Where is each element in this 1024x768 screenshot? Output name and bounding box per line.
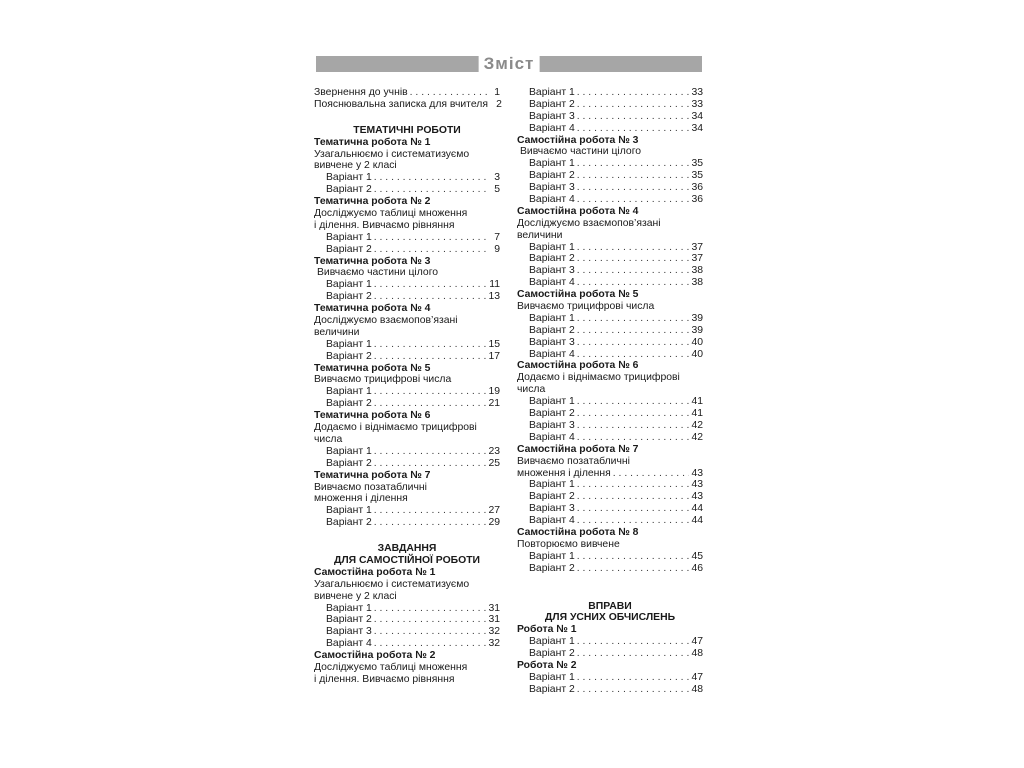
toc-entry-label: Варіант 1 xyxy=(529,158,575,170)
leader-dots xyxy=(575,420,690,432)
work-description: вивчене у 2 класі xyxy=(314,590,397,602)
toc-entry[interactable] xyxy=(517,123,703,135)
toc-entry-label: Варіант 4 xyxy=(529,348,575,360)
toc-entry-label: Варіант 4 xyxy=(529,431,575,443)
work-heading: Тематична робота № 7 xyxy=(314,469,431,481)
leader-dots xyxy=(575,491,690,503)
toc-entry-label: Пояснювальна записка для вчителя xyxy=(314,98,488,110)
leader-dots xyxy=(575,182,690,194)
toc-entry-page: 13 xyxy=(488,291,500,303)
toc-entry-label: Варіант 3 xyxy=(326,626,372,638)
leader-dots xyxy=(372,614,487,626)
toc-entry-label: Варіант 2 xyxy=(529,408,575,420)
leader-dots xyxy=(575,265,690,277)
toc-entry-page: 39 xyxy=(691,312,703,324)
toc-entry[interactable] xyxy=(517,515,703,527)
work-description: числа xyxy=(517,384,546,396)
toc-entry-label: Варіант 1 xyxy=(529,479,575,491)
work-description: величини xyxy=(314,326,360,338)
leader-dots xyxy=(372,626,487,638)
leader-dots xyxy=(575,337,690,349)
leader-dots xyxy=(372,184,488,196)
work-description: Досліджуємо взаємопов’язані xyxy=(517,217,661,229)
toc-entry[interactable] xyxy=(314,638,500,650)
toc-entry-page: 5 xyxy=(494,184,500,196)
toc-entry[interactable] xyxy=(517,479,703,491)
work-description: і ділення. Вивчаємо рівняння xyxy=(314,219,455,231)
toc-entry-label: Варіант 3 xyxy=(529,110,575,122)
toc-entry-page: 19 xyxy=(488,386,500,398)
toc-entry[interactable] xyxy=(314,398,500,410)
leader-dots xyxy=(611,468,690,480)
toc-entry[interactable] xyxy=(314,517,500,529)
toc-entry[interactable] xyxy=(517,648,703,660)
toc-entry-page: 7 xyxy=(494,231,500,243)
toc-entry-page: 23 xyxy=(488,445,500,457)
toc-entry-label: Варіант 3 xyxy=(529,419,575,431)
toc-entry-page: 45 xyxy=(691,550,703,562)
leader-dots xyxy=(408,87,488,99)
section-heading: ВПРАВИ xyxy=(588,600,632,612)
toc-entry[interactable] xyxy=(517,325,703,337)
leader-dots xyxy=(372,172,488,184)
toc-entry-label: Варіант 2 xyxy=(326,398,372,410)
leader-dots xyxy=(372,398,487,410)
toc-entry-page: 37 xyxy=(691,241,703,253)
leader-dots xyxy=(575,515,690,527)
toc-entry-page: 47 xyxy=(691,636,703,648)
toc-entry-label: Варіант 1 xyxy=(326,231,372,243)
toc-entry-page: 36 xyxy=(691,194,703,206)
section-heading: ЗАВДАННЯ xyxy=(377,543,437,555)
work-description: Вивчаємо частини цілого xyxy=(520,146,642,158)
title-bar xyxy=(316,56,702,72)
toc-entry[interactable] xyxy=(314,446,500,458)
toc-entry[interactable] xyxy=(517,265,703,277)
toc-entry-label: Варіант 4 xyxy=(529,194,575,206)
toc-entry[interactable] xyxy=(314,603,500,615)
toc-entry-page: 37 xyxy=(691,253,703,265)
leader-dots xyxy=(575,672,690,684)
work-heading: Робота № 1 xyxy=(517,624,577,636)
leader-dots xyxy=(372,517,487,529)
work-description: числа xyxy=(314,433,343,445)
leader-dots xyxy=(372,232,488,244)
toc-entry-label: Варіант 4 xyxy=(529,277,575,289)
work-heading: Самостійна робота № 1 xyxy=(314,566,436,578)
leader-dots xyxy=(575,408,690,420)
work-description: Досліджуємо таблиці множення xyxy=(314,661,468,673)
toc-entry-page: 32 xyxy=(488,626,500,638)
work-heading: Тематична робота № 3 xyxy=(314,255,431,267)
toc-entry[interactable] xyxy=(517,242,703,254)
toc-entry[interactable] xyxy=(314,172,500,184)
work-heading: Робота № 2 xyxy=(517,659,577,671)
toc-entry-label: Варіант 1 xyxy=(529,636,575,648)
toc-entry-label: Варіант 1 xyxy=(326,172,372,184)
toc-entry-page: 31 xyxy=(488,614,500,626)
work-description: величини xyxy=(517,229,563,241)
toc-entry-label: Варіант 1 xyxy=(529,396,575,408)
toc-entry[interactable] xyxy=(314,505,500,517)
toc-entry[interactable] xyxy=(314,386,500,398)
toc-entry[interactable] xyxy=(517,636,703,648)
leader-dots xyxy=(575,277,690,289)
toc-entry-page: 2 xyxy=(496,98,502,110)
work-heading: Самостійна робота № 3 xyxy=(517,134,639,146)
toc-entry[interactable] xyxy=(314,614,500,626)
toc-entry-label: Варіант 4 xyxy=(326,638,372,650)
toc-entry-page: 11 xyxy=(489,279,500,291)
toc-entry-label: Варіант 2 xyxy=(529,253,575,265)
toc-entry[interactable] xyxy=(517,349,703,361)
toc-entry-page: 29 xyxy=(488,517,500,529)
toc-entry-page: 43 xyxy=(691,491,703,503)
leader-dots xyxy=(575,194,690,206)
toc-entry-label: Варіант 1 xyxy=(326,386,372,398)
toc-entry[interactable] xyxy=(517,420,703,432)
toc-entry[interactable] xyxy=(517,408,703,420)
toc-entry[interactable] xyxy=(314,232,500,244)
work-heading: Самостійна робота № 6 xyxy=(517,360,639,372)
toc-entry-label: Варіант 3 xyxy=(529,503,575,515)
toc-entry[interactable] xyxy=(314,291,500,303)
toc-entry[interactable] xyxy=(314,351,500,363)
section-heading: ТЕМАТИЧНІ РОБОТИ xyxy=(353,124,461,136)
work-heading: Самостійна робота № 7 xyxy=(517,443,639,455)
toc-entry-label: Варіант 1 xyxy=(529,671,575,683)
work-description: множення і ділення xyxy=(314,493,408,505)
toc-entry[interactable] xyxy=(517,253,703,265)
leader-dots xyxy=(575,479,690,491)
leader-dots xyxy=(372,458,487,470)
work-heading: Тематична робота № 2 xyxy=(314,196,431,208)
toc-entry[interactable] xyxy=(517,491,703,503)
leader-dots xyxy=(372,446,487,458)
work-description: Повторюємо вивчене xyxy=(517,538,620,550)
work-description: і ділення. Вивчаємо рівняння xyxy=(314,673,455,685)
toc-entry[interactable] xyxy=(314,279,500,291)
toc-entry-page: 27 xyxy=(488,505,500,517)
toc-entry-label: Варіант 2 xyxy=(529,324,575,336)
toc-entry[interactable] xyxy=(314,184,500,196)
leader-dots xyxy=(575,648,690,660)
toc-entry-page: 39 xyxy=(691,324,703,336)
toc-entry-label: Варіант 1 xyxy=(529,312,575,324)
toc-entry[interactable] xyxy=(314,87,500,99)
toc-entry-page: 43 xyxy=(691,479,703,491)
leader-dots xyxy=(575,503,690,515)
toc-entry-page: 48 xyxy=(691,648,703,660)
toc-entry-page: 33 xyxy=(691,87,703,98)
work-description: Вивчаємо трицифрові числа xyxy=(517,301,655,313)
leader-dots xyxy=(575,551,690,563)
leader-dots xyxy=(575,313,690,325)
section-heading: ДЛЯ САМОСТІЙНОЇ РОБОТИ xyxy=(333,554,481,566)
toc-entry-label: Варіант 2 xyxy=(529,491,575,503)
toc-entry[interactable] xyxy=(517,337,703,349)
toc-entry-label: Варіант 3 xyxy=(529,182,575,194)
leader-dots xyxy=(575,111,690,123)
toc-entry-label: Варіант 1 xyxy=(326,505,372,517)
work-heading: Тематична робота № 5 xyxy=(314,362,431,374)
toc-entry-label: Варіант 2 xyxy=(529,648,575,660)
page-title: Зміст xyxy=(479,54,540,74)
toc-entry[interactable] xyxy=(314,458,500,470)
toc-entry-page: 47 xyxy=(691,671,703,683)
toc-entry-page: 41 xyxy=(691,408,703,420)
toc-entry-page: 34 xyxy=(691,110,703,122)
leader-dots xyxy=(372,505,487,517)
leader-dots xyxy=(575,432,690,444)
toc-entry-label: Варіант 2 xyxy=(529,683,575,695)
leader-dots xyxy=(575,87,690,99)
work-description: Додаємо і віднімаємо трицифрові xyxy=(314,422,477,434)
work-description: Вивчаємо частини цілого xyxy=(317,267,439,279)
toc-entry[interactable] xyxy=(517,503,703,515)
leader-dots xyxy=(575,349,690,361)
toc-entry[interactable] xyxy=(517,182,703,194)
toc-entry-label: Варіант 3 xyxy=(529,265,575,277)
leader-dots xyxy=(372,339,487,351)
toc-entry-page: 46 xyxy=(691,562,703,574)
leader-dots xyxy=(575,170,690,182)
toc-column-right xyxy=(517,87,703,696)
toc-entry-page: 31 xyxy=(488,602,500,614)
work-description: Досліджуємо взаємопов’язані xyxy=(314,315,458,327)
work-description: Вивчаємо позатабличні xyxy=(314,481,427,493)
work-description: Вивчаємо позатабличні xyxy=(517,455,630,467)
toc-entry-label: Варіант 2 xyxy=(326,291,372,303)
toc-entry-page: 9 xyxy=(494,243,500,255)
leader-dots xyxy=(575,253,690,265)
work-description: Вивчаємо трицифрові числа xyxy=(314,374,452,386)
toc-entry-label: множення і ділення xyxy=(517,467,611,479)
toc-entry-page: 38 xyxy=(691,265,703,277)
leader-dots xyxy=(372,638,487,650)
toc-entry-page: 25 xyxy=(488,457,500,469)
work-description: Досліджуємо таблиці множення xyxy=(314,208,468,220)
toc-entry[interactable] xyxy=(517,396,703,408)
work-description: вивчене у 2 класі xyxy=(314,160,397,172)
leader-dots xyxy=(575,636,690,648)
leader-dots xyxy=(372,603,487,615)
work-heading: Самостійна робота № 2 xyxy=(314,650,436,662)
toc-entry-page: 21 xyxy=(488,398,500,410)
toc-entry-label: Варіант 4 xyxy=(529,122,575,134)
toc-entry[interactable] xyxy=(517,432,703,444)
toc-entry[interactable] xyxy=(517,468,703,480)
toc-entry-label: Варіант 1 xyxy=(529,87,575,98)
work-heading: Самостійна робота № 5 xyxy=(517,289,639,301)
toc-entry-label: Варіант 2 xyxy=(326,457,372,469)
toc-entry-label: Варіант 2 xyxy=(326,517,372,529)
toc-entry-label: Варіант 1 xyxy=(326,279,372,291)
leader-dots xyxy=(575,684,690,696)
leader-dots xyxy=(372,244,488,256)
toc-entry-page: 44 xyxy=(691,503,703,515)
toc-entry-label: Варіант 2 xyxy=(326,350,372,362)
toc-entry[interactable] xyxy=(517,672,703,684)
leader-dots xyxy=(575,325,690,337)
toc-entry-label: Варіант 2 xyxy=(326,614,372,626)
leader-dots xyxy=(575,396,690,408)
work-description: Узагальнюємо і систематизуємо xyxy=(314,578,470,590)
toc-entry[interactable] xyxy=(314,99,500,111)
toc-entry-label: Варіант 2 xyxy=(326,243,372,255)
toc-entry[interactable] xyxy=(517,684,703,696)
toc-entry-page: 38 xyxy=(691,277,703,289)
toc-entry-page: 17 xyxy=(488,350,500,362)
work-description: Узагальнюємо і систематизуємо xyxy=(314,148,470,160)
toc-entry[interactable] xyxy=(314,339,500,351)
section-heading: ДЛЯ УСНИХ ОБЧИСЛЕНЬ xyxy=(544,612,676,624)
toc-entry[interactable] xyxy=(517,158,703,170)
toc-entry-label: Варіант 2 xyxy=(326,184,372,196)
leader-dots xyxy=(372,386,487,398)
toc-entry-page: 3 xyxy=(494,172,500,184)
work-heading: Тематична робота № 4 xyxy=(314,303,431,315)
toc-entry[interactable] xyxy=(517,194,703,206)
leader-dots xyxy=(575,158,690,170)
work-heading: Тематична робота № 1 xyxy=(314,136,431,148)
toc-entry-page: 42 xyxy=(691,431,703,443)
toc-entry-page: 35 xyxy=(691,158,703,170)
toc-entry-page: 1 xyxy=(494,87,500,98)
toc-entry[interactable] xyxy=(517,111,703,123)
toc-entry-label: Варіант 1 xyxy=(529,550,575,562)
toc-entry[interactable] xyxy=(517,87,703,99)
leader-dots xyxy=(372,291,487,303)
leader-dots xyxy=(372,351,487,363)
leader-dots xyxy=(575,563,690,575)
leader-dots xyxy=(372,279,487,291)
work-description: Додаємо і віднімаємо трицифрові xyxy=(517,372,680,384)
work-heading: Самостійна робота № 4 xyxy=(517,205,639,217)
toc-entry-page: 36 xyxy=(691,182,703,194)
toc-entry-page: 15 xyxy=(488,338,500,350)
toc-entry[interactable] xyxy=(314,244,500,256)
leader-dots xyxy=(575,99,690,111)
toc-entry-page: 43 xyxy=(691,467,703,479)
toc-entry-page: 44 xyxy=(691,515,703,527)
toc-entry[interactable] xyxy=(517,170,703,182)
toc-entry-page: 34 xyxy=(691,122,703,134)
toc-entry-label: Варіант 2 xyxy=(529,170,575,182)
toc-entry-page: 41 xyxy=(691,396,703,408)
toc-entry[interactable] xyxy=(517,563,703,575)
toc-entry-page: 35 xyxy=(691,170,703,182)
toc-entry-label: Варіант 2 xyxy=(529,98,575,110)
toc-entry[interactable] xyxy=(517,99,703,111)
toc-entry-label: Варіант 1 xyxy=(326,602,372,614)
leader-dots xyxy=(575,242,690,254)
toc-entry-label: Варіант 1 xyxy=(326,338,372,350)
work-heading: Тематична робота № 6 xyxy=(314,410,431,422)
leader-dots xyxy=(575,123,690,135)
toc-entry[interactable] xyxy=(517,277,703,289)
toc-entry-label: Варіант 2 xyxy=(529,562,575,574)
toc-entry[interactable] xyxy=(314,626,500,638)
toc-entry-page: 40 xyxy=(691,348,703,360)
toc-entry-label: Варіант 4 xyxy=(529,515,575,527)
toc-entry[interactable] xyxy=(517,313,703,325)
toc-entry-page: 40 xyxy=(691,336,703,348)
toc-entry-label: Варіант 1 xyxy=(326,445,372,457)
toc-entry-label: Варіант 1 xyxy=(529,241,575,253)
toc-entry-page: 32 xyxy=(488,638,500,650)
toc-entry-page: 42 xyxy=(691,419,703,431)
toc-entry-page: 48 xyxy=(691,683,703,695)
toc-entry[interactable] xyxy=(517,551,703,563)
work-heading: Самостійна робота № 8 xyxy=(517,526,639,538)
toc-entry-page: 33 xyxy=(691,98,703,110)
toc-entry-label: Звернення до учнів xyxy=(314,87,408,98)
toc-column-left xyxy=(314,87,500,686)
toc-entry-label: Варіант 3 xyxy=(529,336,575,348)
